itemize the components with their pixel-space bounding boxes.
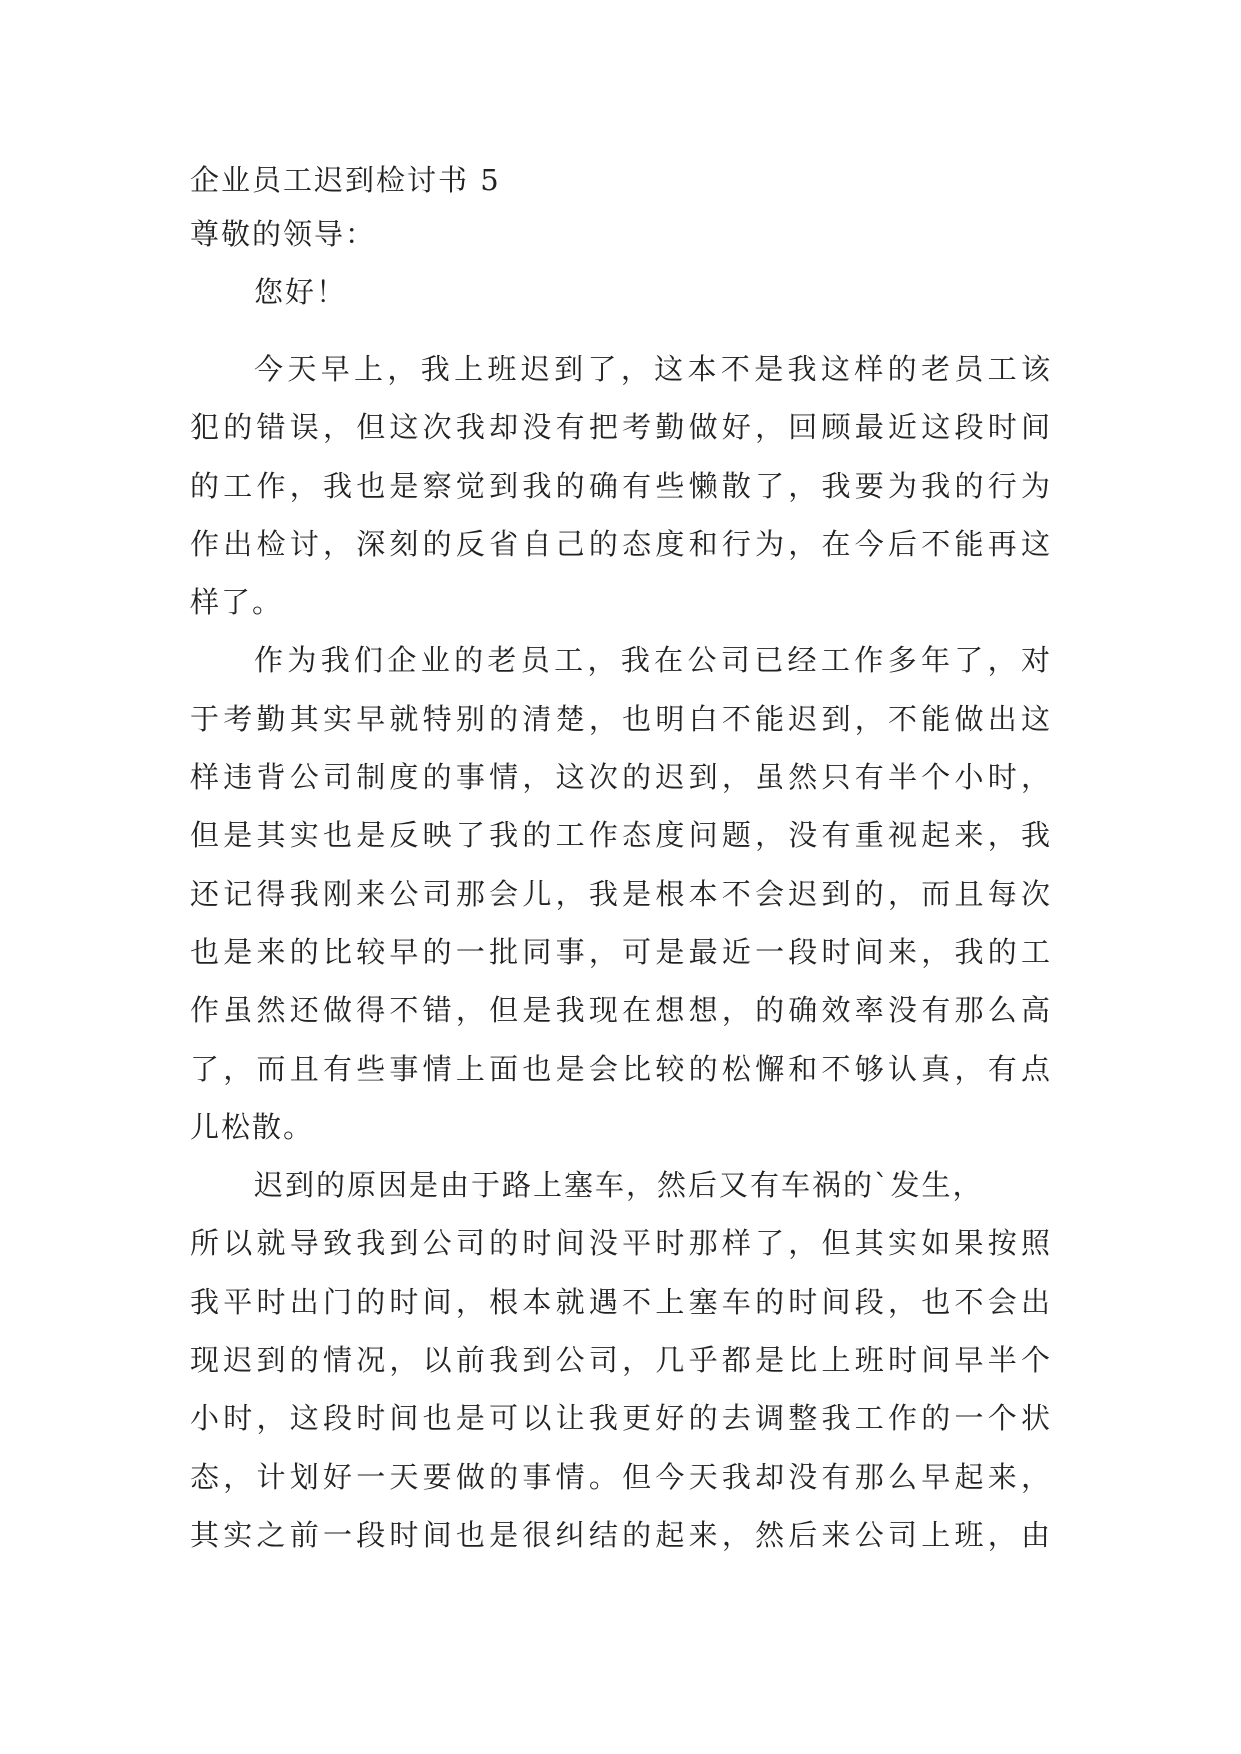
paragraph-line: 所以就导致我到公司的时间没平时那样了，但其实如果按照 [190,1226,1050,1261]
paragraph-2 [190,631,1090,1156]
paragraph-line: 于考勤其实早就特别的清楚，也明白不能迟到，不能做出这 [190,701,1050,736]
paragraph-1 [190,340,1090,631]
paragraph-line: 也是来的比较早的一批同事，可是最近一段时间来，我的工 [190,934,1050,969]
paragraph-line: 儿松散。 [190,1109,315,1144]
paragraph-line: 其实之前一段时间也是很纠结的起来，然后来公司上班，由 [190,1517,1050,1552]
paragraph-line: 现迟到的情况，以前我到公司，几乎都是比上班时间早半个 [190,1343,1050,1378]
paragraph-line: 小时，这段时间也是可以让我更好的去调整我工作的一个状 [190,1401,1050,1436]
paragraph-line: 还记得我刚来公司那会儿，我是根本不会迟到的，而且每次 [190,876,1050,911]
greeting: 您好！ [254,275,348,309]
paragraph-line: 了，而且有些事情上面也是会比较的松懈和不够认真，有点 [190,1051,1050,1086]
paragraph-line: 的工作，我也是察觉到我的确有些懒散了，我要为我的行为 [190,468,1050,503]
paragraph-line: 作虽然还做得不错，但是我现在想想，的确效率没有那么高 [190,993,1050,1028]
paragraph-line: 样违背公司制度的事情，这次的迟到，虽然只有半个小时， [190,760,1050,795]
paragraph-line: 今天早上，我上班迟到了，这本不是我这样的老员工该 [254,352,1050,386]
document-body [190,340,1090,1564]
paragraph-line: 但是其实也是反映了我的工作态度问题，没有重视起来，我 [190,818,1050,853]
paragraph-line: 我平时出门的时间，根本就遇不上塞车的时间段，也不会出 [190,1284,1050,1319]
paragraph-line: 迟到的原因是由于路上塞车，然后又有车祸的`发生， [254,1168,984,1203]
paragraph-line: 作出检讨，深刻的反省自己的态度和行为，在今后不能再这 [190,526,1050,561]
paragraph-line: 犯的错误，但这次我却没有把考勤做好，回顾最近这段时间 [190,410,1050,445]
paragraph-line: 态，计划好一天要做的事情。但今天我却没有那么早起来， [190,1459,1050,1494]
paragraph-line: 样了。 [190,585,284,620]
paragraph-3 [190,1156,1090,1564]
salutation: 尊敬的领导： [190,217,377,251]
paragraph-line: 作为我们企业的老员工，我在公司已经工作多年了，对 [254,643,1050,678]
document-title: 企业员工迟到检讨书 5 [190,163,501,197]
